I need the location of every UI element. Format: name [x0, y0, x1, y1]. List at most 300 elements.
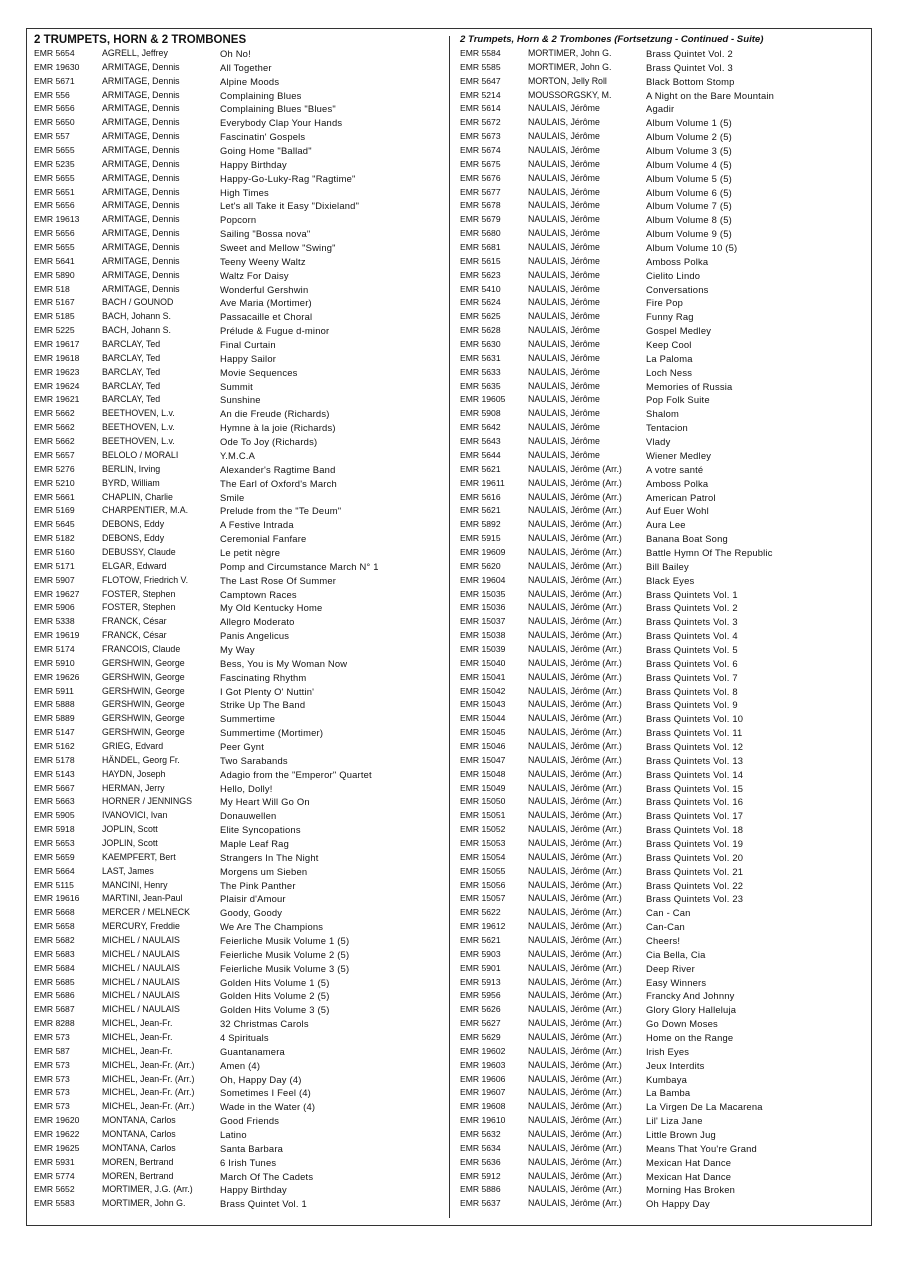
catalog-entry — [460, 241, 865, 255]
composer: NAULAIS, Jérôme — [528, 269, 600, 280]
title: Lil' Liza Jane — [646, 1115, 703, 1127]
catalog-entry — [460, 1100, 865, 1114]
catalog-entry — [34, 1017, 439, 1031]
catalog-number: EMR 5633 — [460, 366, 501, 377]
catalog-number: EMR 5162 — [34, 740, 75, 751]
catalog-entry — [460, 199, 865, 213]
composer: ELGAR, Edward — [102, 560, 167, 571]
catalog-entry — [460, 837, 865, 851]
title: Amen (4) — [220, 1059, 261, 1071]
composer: MORTIMER, John G. — [528, 48, 612, 58]
catalog-list-right — [460, 47, 865, 1211]
title: Brass Quintet Vol. 2 — [646, 48, 733, 59]
composer: NAULAIS, Jérôme — [528, 228, 600, 239]
composer: NAULAIS, Jérôme (Arr.) — [528, 505, 622, 516]
title: Brass Quintet Vol. 3 — [646, 61, 733, 73]
catalog-entry — [460, 629, 865, 643]
composer: NAULAIS, Jérôme (Arr.) — [528, 1156, 622, 1167]
catalog-entry — [460, 1170, 865, 1184]
catalog-entry — [34, 712, 439, 726]
composer: DEBONS, Eddy — [102, 533, 165, 544]
title: Little Brown Jug — [646, 1129, 716, 1141]
composer: MONTANA, Carlos — [102, 1129, 176, 1140]
catalog-number: EMR 15056 — [460, 879, 506, 890]
catalog-number: EMR 5662 — [34, 436, 75, 447]
composer: GERSHWIN, George — [102, 713, 185, 724]
catalog-number: EMR 5210 — [34, 477, 75, 488]
catalog-number: EMR 5903 — [460, 948, 501, 959]
composer: BARCLAY, Ted — [102, 380, 161, 391]
catalog-number: EMR 587 — [34, 1045, 70, 1056]
composer: MICHEL, Jean-Fr. (Arr.) — [102, 1073, 195, 1084]
catalog-entry — [460, 809, 865, 823]
catalog-entry — [460, 892, 865, 906]
catalog-entry — [460, 1156, 865, 1170]
title: Smile — [220, 491, 245, 503]
title: March Of The Cadets — [220, 1170, 314, 1182]
composer: ARMITAGE, Dennis — [102, 186, 180, 197]
title: Wonderful Gershwin — [220, 283, 309, 295]
composer: NAULAIS, Jérôme (Arr.) — [528, 533, 622, 544]
catalog-entry — [34, 532, 439, 546]
catalog-number: EMR 5621 — [460, 463, 501, 474]
catalog-number: EMR 19611 — [460, 477, 505, 488]
catalog-entry — [34, 989, 439, 1003]
title: Auf Euer Wohl — [646, 505, 709, 517]
composer: LAST, James — [102, 865, 154, 876]
catalog-entry — [34, 948, 439, 962]
title: Feierliche Musik Volume 3 (5) — [220, 962, 350, 974]
catalog-entry — [34, 518, 439, 532]
title: Ave Maria (Mortimer) — [220, 297, 312, 309]
section-heading-continued: 2 Trumpets, Horn & 2 Trombones (Fortsetzung - Continued - Suite) — [460, 34, 764, 45]
composer: NAULAIS, Jérôme (Arr.) — [528, 907, 622, 918]
catalog-number: EMR 19604 — [460, 574, 506, 585]
title: Teeny Weeny Waltz — [220, 255, 306, 267]
catalog-number: EMR 518 — [34, 283, 70, 294]
composer: MOREN, Bertrand — [102, 1156, 174, 1167]
catalog-number: EMR 5684 — [34, 962, 75, 973]
composer: NAULAIS, Jérôme (Arr.) — [528, 699, 622, 710]
title: Brass Quintets Vol. 17 — [646, 810, 744, 822]
title: Mexican Hat Dance — [646, 1170, 732, 1182]
composer: NAULAIS, Jérôme (Arr.) — [528, 657, 622, 668]
catalog-entry — [34, 47, 439, 61]
catalog-number: EMR 19622 — [34, 1129, 80, 1140]
title: Vlady — [646, 436, 671, 448]
catalog-number: EMR 5672 — [460, 117, 501, 128]
catalog-entry — [460, 1031, 865, 1045]
composer: NAULAIS, Jérôme — [528, 408, 600, 419]
catalog-entry — [34, 1114, 439, 1128]
title: Alexander's Ragtime Band — [220, 463, 336, 475]
composer: NAULAIS, Jérôme (Arr.) — [528, 810, 622, 821]
catalog-number: EMR 5661 — [34, 491, 75, 502]
catalog-number: EMR 15049 — [460, 782, 506, 793]
catalog-entry — [34, 1031, 439, 1045]
composer: NAULAIS, Jérôme — [528, 311, 600, 322]
composer: NAULAIS, Jérôme (Arr.) — [528, 740, 622, 751]
composer: NAULAIS, Jérôme (Arr.) — [528, 824, 622, 835]
catalog-entry — [34, 130, 439, 144]
composer: NAULAIS, Jérôme — [528, 366, 600, 377]
catalog-number: EMR 5685 — [34, 976, 75, 987]
catalog-entry — [34, 601, 439, 615]
composer: NAULAIS, Jérôme (Arr.) — [528, 1018, 622, 1029]
catalog-number: EMR 5664 — [34, 865, 75, 876]
catalog-entry — [460, 269, 865, 283]
catalog-number: EMR 5651 — [34, 186, 75, 197]
catalog-entry — [34, 449, 439, 463]
title: Cheers! — [646, 935, 681, 946]
composer: MOREN, Bertrand — [102, 1170, 174, 1181]
title: Allegro Moderato — [220, 616, 295, 628]
catalog-number: EMR 5338 — [34, 616, 75, 627]
catalog-entry — [460, 560, 865, 574]
catalog-number: EMR 5583 — [34, 1198, 75, 1209]
catalog-number: EMR 15052 — [460, 824, 506, 835]
catalog-number: EMR 5585 — [460, 61, 501, 72]
catalog-number: EMR 573 — [34, 1073, 70, 1084]
catalog-number: EMR 15040 — [460, 657, 506, 668]
composer: NAULAIS, Jérôme (Arr.) — [528, 1170, 622, 1181]
title: La Paloma — [646, 352, 693, 364]
title: High Times — [220, 186, 269, 198]
title: La Bamba — [646, 1087, 691, 1099]
catalog-entry — [34, 186, 439, 200]
composer: JOPLIN, Scott — [102, 837, 158, 848]
catalog-entry — [34, 795, 439, 809]
composer: NAULAIS, Jérôme (Arr.) — [528, 1004, 622, 1015]
title: Happy Sailor — [220, 352, 277, 364]
composer: ARMITAGE, Dennis — [102, 255, 180, 266]
catalog-number: EMR 5143 — [34, 768, 75, 779]
composer: BEETHOVEN, L.v. — [102, 422, 175, 433]
composer: ARMITAGE, Dennis — [102, 75, 180, 86]
catalog-number: EMR 5629 — [460, 1032, 501, 1043]
catalog-entry — [460, 768, 865, 782]
catalog-entry — [460, 657, 865, 671]
catalog-number: EMR 5905 — [34, 810, 75, 821]
title: My Old Kentucky Home — [220, 602, 323, 614]
composer: MONTANA, Carlos — [102, 1142, 176, 1153]
catalog-entry — [460, 685, 865, 699]
composer: FOSTER, Stephen — [102, 602, 176, 613]
title: Album Volume 6 (5) — [646, 186, 732, 198]
catalog-entry — [460, 213, 865, 227]
composer: NAULAIS, Jérôme (Arr.) — [528, 935, 622, 945]
catalog-entry — [34, 920, 439, 934]
composer: MICHEL / NAULAIS — [102, 948, 180, 959]
catalog-number: EMR 15055 — [460, 865, 506, 876]
catalog-entry — [460, 532, 865, 546]
title: Album Volume 3 (5) — [646, 145, 732, 157]
catalog-number: EMR 5650 — [34, 117, 75, 128]
title: Golden Hits Volume 1 (5) — [220, 976, 330, 988]
title: 4 Spirituals — [220, 1032, 269, 1044]
catalog-entry — [34, 158, 439, 172]
title: Album Volume 4 (5) — [646, 158, 732, 170]
catalog-number: EMR 5677 — [460, 186, 501, 197]
catalog-number: EMR 15053 — [460, 837, 506, 848]
composer: NAULAIS, Jérôme — [528, 255, 600, 266]
composer: BARCLAY, Ted — [102, 352, 161, 363]
composer: NAULAIS, Jérôme (Arr.) — [528, 879, 622, 890]
title: Ode To Joy (Richards) — [220, 436, 318, 448]
title: Everybody Clap Your Hands — [220, 117, 343, 129]
catalog-number: EMR 573 — [34, 1032, 70, 1043]
composer: NAULAIS, Jérôme (Arr.) — [528, 1059, 622, 1070]
composer: GRIEG, Edvard — [102, 740, 164, 751]
catalog-number: EMR 5913 — [460, 976, 501, 987]
catalog-entry — [460, 366, 865, 380]
composer: NAULAIS, Jérôme — [528, 145, 600, 156]
catalog-entry — [34, 1183, 439, 1197]
composer: NAULAIS, Jérôme — [528, 297, 600, 308]
catalog-entry — [460, 671, 865, 685]
catalog-entry — [34, 102, 439, 116]
catalog-number: EMR 5906 — [34, 602, 75, 613]
catalog-number: EMR 5410 — [460, 283, 501, 294]
title: Brass Quintets Vol. 20 — [646, 851, 744, 863]
title: Brass Quintets Vol. 22 — [646, 879, 744, 891]
catalog-entry — [460, 976, 865, 990]
catalog-number: EMR 5620 — [460, 560, 501, 571]
catalog-number: EMR 5655 — [34, 172, 75, 183]
title: Album Volume 7 (5) — [646, 200, 732, 212]
title: Goody, Goody — [220, 907, 283, 919]
composer: NAULAIS, Jérôme (Arr.) — [528, 713, 622, 724]
title: Brass Quintet Vol. 1 — [220, 1198, 307, 1210]
composer: NAULAIS, Jérôme (Arr.) — [528, 976, 622, 987]
title: Brass Quintets Vol. 8 — [646, 685, 738, 697]
title: Can-Can — [646, 921, 685, 933]
composer: MERCER / MELNECK — [102, 907, 190, 918]
catalog-number: EMR 5908 — [460, 408, 501, 419]
composer: NAULAIS, Jérôme — [528, 186, 600, 197]
catalog-number: EMR 5636 — [460, 1156, 501, 1167]
composer: ARMITAGE, Dennis — [102, 283, 180, 294]
title: Means That You're Grand — [646, 1142, 757, 1154]
catalog-entry — [34, 1197, 439, 1211]
composer: BYRD, William — [102, 477, 160, 488]
catalog-number: EMR 5185 — [34, 311, 75, 322]
title: Brass Quintets Vol. 16 — [646, 796, 744, 808]
catalog-number: EMR 5915 — [460, 533, 501, 544]
composer: GERSHWIN, George — [102, 685, 185, 696]
title: Kumbaya — [646, 1073, 688, 1085]
title: Home on the Range — [646, 1032, 734, 1044]
catalog-entry — [34, 1170, 439, 1184]
composer: GERSHWIN, George — [102, 671, 185, 682]
title: Deep River — [646, 962, 695, 974]
catalog-number: EMR 8288 — [34, 1018, 75, 1029]
title: Mexican Hat Dance — [646, 1156, 732, 1168]
composer: NAULAIS, Jérôme (Arr.) — [528, 630, 622, 641]
composer: NAULAIS, Jérôme (Arr.) — [528, 1184, 622, 1195]
title: Black Bottom Stomp — [646, 75, 735, 87]
catalog-entry — [34, 560, 439, 574]
composer: NAULAIS, Jérôme (Arr.) — [528, 962, 622, 973]
title: Brass Quintets Vol. 3 — [646, 616, 738, 628]
composer: NAULAIS, Jérôme — [528, 352, 600, 363]
catalog-entry — [460, 421, 865, 435]
composer: FLOTOW, Friedrich V. — [102, 574, 189, 585]
catalog-number: EMR 5115 — [34, 879, 74, 890]
catalog-number: EMR 5644 — [460, 449, 501, 460]
catalog-number: EMR 19630 — [34, 61, 80, 72]
title: Battle Hymn Of The Republic — [646, 546, 773, 558]
catalog-entry — [460, 324, 865, 338]
composer: NAULAIS, Jérôme (Arr.) — [528, 727, 622, 738]
catalog-entry — [34, 1100, 439, 1114]
composer: HERMAN, Jerry — [102, 782, 165, 793]
catalog-entry — [460, 588, 865, 602]
composer: ARMITAGE, Dennis — [102, 131, 180, 142]
catalog-entry — [34, 421, 439, 435]
composer: NAULAIS, Jérôme (Arr.) — [528, 768, 622, 779]
catalog-entry — [460, 1197, 865, 1211]
catalog-entry — [460, 435, 865, 449]
composer: NAULAIS, Jérôme — [528, 131, 600, 142]
composer: MICHEL / NAULAIS — [102, 962, 180, 973]
catalog-entry — [460, 754, 865, 768]
title: Let's all Take it Easy "Dixieland" — [220, 200, 360, 212]
catalog-entry — [460, 948, 865, 962]
catalog-entry — [34, 615, 439, 629]
composer: ARMITAGE, Dennis — [102, 200, 180, 211]
catalog-number: EMR 5622 — [460, 907, 501, 918]
catalog-entry — [460, 296, 865, 310]
catalog-entry — [460, 61, 865, 75]
composer: NAULAIS, Jérôme — [528, 436, 600, 447]
composer: NAULAIS, Jérôme (Arr.) — [528, 1115, 622, 1126]
composer: MICHEL, Jean-Fr. — [102, 1032, 173, 1043]
catalog-number: EMR 15039 — [460, 643, 506, 654]
composer: NAULAIS, Jérôme (Arr.) — [528, 948, 622, 959]
catalog-entry — [34, 1128, 439, 1142]
composer: HAYDN, Joseph — [102, 768, 166, 779]
catalog-entry — [460, 338, 865, 352]
catalog-entry — [460, 352, 865, 366]
composer: FRANCOIS, Claude — [102, 643, 181, 654]
catalog-number: EMR 5641 — [34, 255, 75, 266]
catalog-number: EMR 573 — [34, 1087, 70, 1098]
catalog-entry — [34, 144, 439, 158]
catalog-entry — [34, 463, 439, 477]
catalog-number: EMR 5890 — [34, 269, 75, 280]
composer: NAULAIS, Jérôme (Arr.) — [528, 671, 622, 682]
catalog-entry — [460, 449, 865, 463]
composer: ARMITAGE, Dennis — [102, 145, 180, 156]
catalog-number: EMR 5674 — [460, 145, 501, 156]
catalog-entry — [460, 407, 865, 421]
catalog-number: EMR 5632 — [460, 1129, 501, 1140]
composer: NAULAIS, Jérôme (Arr.) — [528, 1087, 622, 1098]
title: Strangers In The Night — [220, 851, 319, 863]
title: Brass Quintets Vol. 9 — [646, 699, 738, 711]
title: Maple Leaf Rag — [220, 837, 289, 849]
catalog-number: EMR 5276 — [34, 463, 75, 474]
catalog-number: EMR 5774 — [34, 1170, 75, 1181]
catalog-entry — [34, 116, 439, 130]
composer: NAULAIS, Jérôme (Arr.) — [528, 1101, 622, 1112]
catalog-entry — [34, 754, 439, 768]
title: All Together — [220, 61, 272, 73]
composer: BELOLO / MORALI — [102, 449, 179, 460]
title: Easy Winners — [646, 976, 707, 988]
left-column — [34, 33, 439, 1211]
catalog-number: EMR 15036 — [460, 602, 506, 613]
catalog-number: EMR 5634 — [460, 1142, 501, 1153]
title: Brass Quintets Vol. 13 — [646, 754, 744, 766]
catalog-entry — [460, 158, 865, 172]
composer: ARMITAGE, Dennis — [102, 103, 180, 114]
title: Jeux Interdits — [646, 1059, 705, 1071]
composer: MONTANA, Carlos — [102, 1115, 176, 1126]
composer: NAULAIS, Jérôme (Arr.) — [528, 643, 622, 654]
catalog-number: EMR 19617 — [34, 339, 80, 350]
title: Shalom — [646, 408, 679, 420]
composer: NAULAIS, Jérôme (Arr.) — [528, 685, 622, 696]
column-divider — [449, 36, 450, 1218]
catalog-number: EMR 5647 — [460, 75, 501, 86]
composer: BACH / GOUNOD — [102, 297, 174, 308]
title: Guantanamera — [220, 1045, 285, 1057]
title: Brass Quintets Vol. 7 — [646, 671, 738, 683]
catalog-number: EMR 19618 — [34, 352, 80, 363]
title: Final Curtain — [220, 339, 276, 351]
catalog-number: EMR 15045 — [460, 727, 506, 738]
catalog-number: EMR 5889 — [34, 713, 75, 724]
title: Oh Happy Day — [646, 1198, 710, 1210]
title: Sailing "Bossa nova" — [220, 228, 311, 240]
title: Tentacion — [646, 422, 688, 434]
catalog-number: EMR 15057 — [460, 893, 506, 904]
catalog-number: EMR 573 — [34, 1101, 70, 1112]
catalog-number: EMR 5214 — [460, 89, 501, 100]
catalog-number: EMR 19610 — [460, 1115, 506, 1126]
catalog-entry — [34, 851, 439, 865]
catalog-entry — [460, 698, 865, 712]
catalog-entry — [34, 698, 439, 712]
composer: MORTIMER, John G. — [528, 61, 612, 72]
composer: MORTIMER, John G. — [102, 1198, 186, 1209]
composer: NAULAIS, Jérôme (Arr.) — [528, 851, 622, 862]
catalog-entry — [460, 934, 865, 948]
title: Ceremonial Fanfare — [220, 533, 307, 545]
composer: ARMITAGE, Dennis — [102, 242, 180, 253]
composer: ARMITAGE, Dennis — [102, 214, 180, 225]
catalog-number: EMR 19624 — [34, 380, 80, 391]
catalog-number: EMR 15051 — [460, 810, 506, 821]
title: Plaisir d'Amour — [220, 893, 286, 905]
composer: BARCLAY, Ted — [102, 394, 161, 405]
composer: FRANCK, César — [102, 630, 167, 641]
catalog-number: EMR 15037 — [460, 616, 506, 627]
catalog-number: EMR 5656 — [34, 200, 75, 211]
catalog-number: EMR 5615 — [460, 255, 501, 266]
title: Summertime (Mortimer) — [220, 727, 324, 739]
catalog-entry — [34, 1086, 439, 1100]
composer: MICHEL / NAULAIS — [102, 976, 180, 987]
catalog-number: EMR 5625 — [460, 311, 501, 322]
catalog-number: EMR 5643 — [460, 436, 501, 447]
catalog-number: EMR 5656 — [34, 228, 75, 239]
catalog-entry — [34, 296, 439, 310]
catalog-number: EMR 5687 — [34, 1004, 75, 1015]
catalog-entry — [34, 393, 439, 407]
